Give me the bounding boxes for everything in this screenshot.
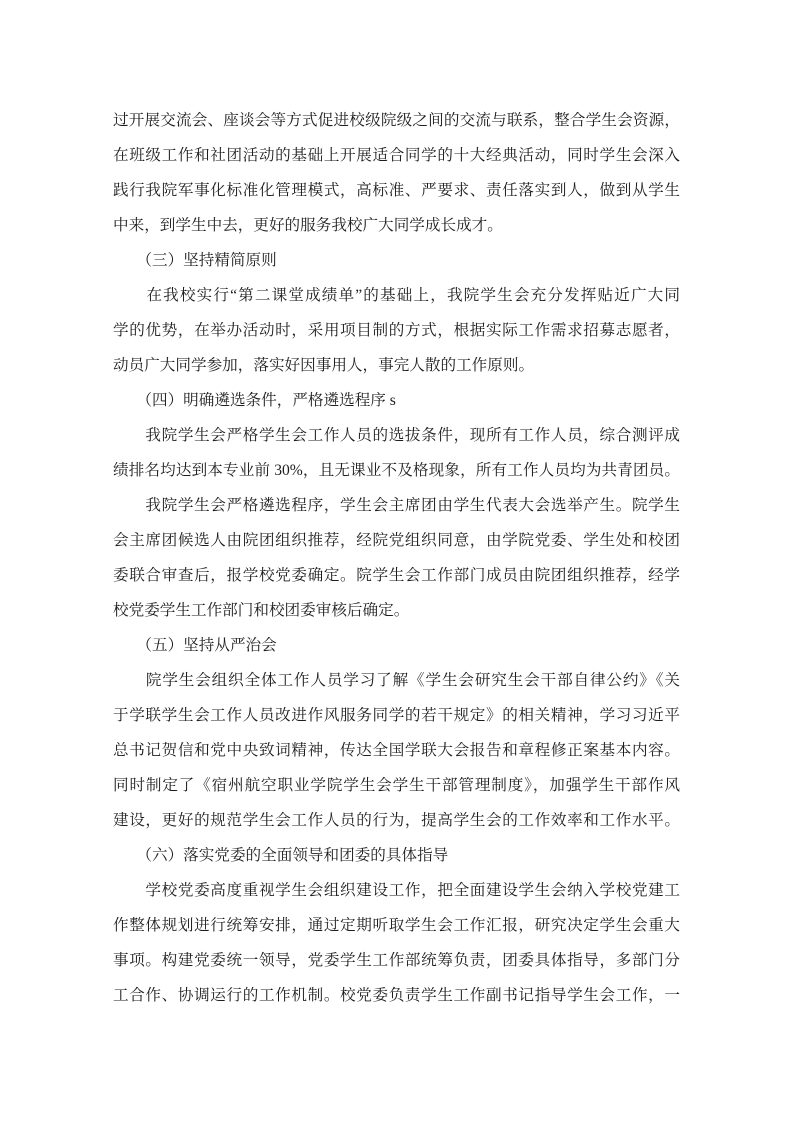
text-line: 校党委学生工作部门和校团委审核后确定。: [113, 602, 410, 619]
text-line: 在班级工作和社团活动的基础上开展适合同学的十大经典活动，同时学生会深入: [113, 147, 680, 164]
text-line: 事项。构建党委统一领导，党委学生工作部统筹负责，团委具体指导，多部门分: [113, 952, 680, 969]
text-line: 在我校实行“第二课堂成绩单”的基础上，我院学生会充分发挥贴近广大同: [113, 287, 680, 304]
text-line: （六）落实党委的全面领导和团委的具体指导: [113, 847, 449, 864]
text-line: 于学联学生会工作人员改进作风服务同学的若干规定》的相关精神，学习习近平: [113, 707, 680, 724]
text-line: （三）坚持精简原则: [113, 252, 277, 269]
text-line: 委联合审查后，报学校党委确定。院学生会工作部门成员由院团组织推荐，经学: [113, 567, 680, 584]
text-line: 作整体规划进行统筹安排，通过定期听取学生会工作汇报，研究决定学生会重大: [113, 917, 680, 934]
text-line: 践行我院军事化标准化管理模式，高标准、严要求、责任落实到人，做到从学生: [113, 182, 680, 199]
text-line: 会主席团候选人由院团组织推荐，经院党组织同意，由学院党委、学生处和校团: [113, 532, 680, 549]
text-content: [113, 103, 680, 1013]
text-line: 院学生会组织全体工作人员学习了解《学生会研究生会干部自律公约》《关: [113, 672, 680, 689]
text-line: 同时制定了《宿州航空职业学院学生会学生干部管理制度》，加强学生干部作风: [113, 777, 680, 794]
text-line: 过开展交流会、座谈会等方式促进校级院级之间的交流与联系，整合学生会资源，: [113, 112, 680, 129]
text-line: 动员广大同学参加，落实好因事用人，事完人散的工作原则。: [113, 357, 535, 374]
text-line: 我院学生会严格遴选程序，学生会主席团由学生代表大会选举产生。院学生: [113, 497, 680, 514]
text-line: 学的优势，在举办活动时，采用项目制的方式，根据实际工作需求招募志愿者，: [113, 322, 680, 339]
text-line: 我院学生会严格学生会工作人员的选拔条件，现所有工作人员，综合测评成: [113, 427, 680, 444]
text-line: 总书记贺信和党中央致词精神，传达全国学联大会报告和章程修正案基本内容。: [113, 742, 680, 759]
text-line: 建设，更好的规范学生会工作人员的行为，提高学生会的工作效率和工作水平。: [113, 812, 680, 829]
text-line: （五）坚持从严治会: [113, 637, 277, 654]
text-line: 工合作、协调运行的工作机制。校党委负责学生工作副书记指导学生会工作，一: [113, 987, 680, 1004]
text-line: 中来，到学生中去，更好的服务我校广大同学成长成才。: [113, 217, 503, 234]
text-line: 绩排名均达到本专业前 30%，且无课业不及格现象，所有工作人员均为共青团员。: [113, 462, 680, 479]
text-line: 学校党委高度重视学生会组织建设工作，把全面建设学生会纳入学校党建工: [113, 882, 680, 899]
text-line: （四）明确遴选条件，严格遴选程序 s: [113, 392, 396, 409]
